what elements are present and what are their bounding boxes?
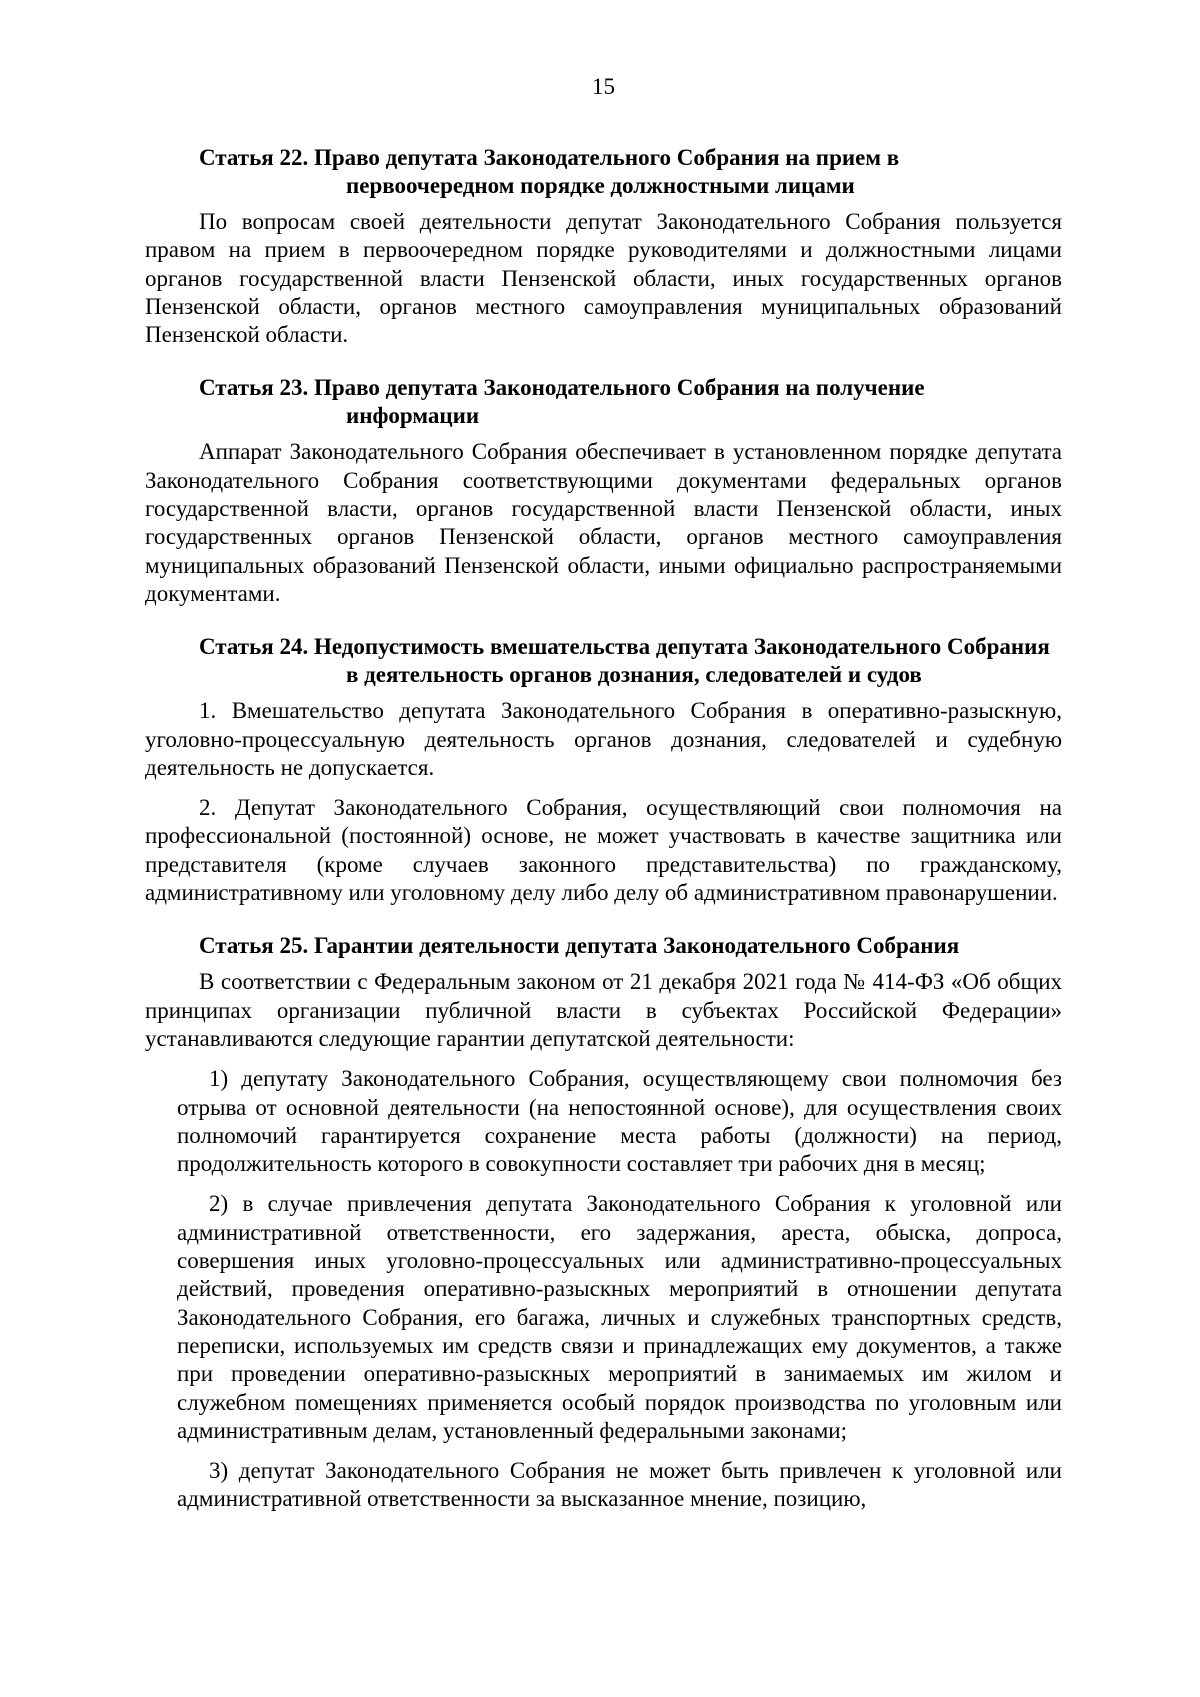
article-heading: Статья 23. Право депутата Законодательного Собрания на получение информации [199,375,925,429]
list-item: 1) депутату Законодательного Собрания, осуществляющему свои полномочия без отрыва от основной деятельности (на непостоянной основе), для осуществления своих полномочий гарантируется сохранение места работы (должности) на период, продолжительность которого в совокупности составляет три рабочих дня в месяц; [177,1066,1062,1177]
article-paragraph: Аппарат Законодательного Собрания обеспечивает в установленном порядке депутата Законодательного Собрания соответствующими документами федеральных органов государственной власти, органов государственной власти Пензенской области, иных государственных органов Пензенской области, органов местного самоуправления муниципальных образований Пензенской области, иными официально распространяемыми документами. [145,439,1062,606]
article-22 [145,144,1062,349]
article-heading: Статья 24. Недопустимость вмешательства депутата Законодательного Собрания в деятельность органов дознания, следователей и судов [199,634,1050,688]
list-item: 2) в случае привлечения депутата Законодательного Собрания к уголовной или административной ответственности, его задержания, ареста, обыска, допроса, совершения иных уголовно-процессуальных или административно-процессуальных действий, проведения оперативно-разыскных мероприятий в отношении депутата Законодательного Собрания, его багажа, личных и служебных транспортных средств, переписки, используемых им средств связи и принадлежащих ему документов, а также при проведении оперативно-разыскных мероприятий в занимаемых им жилом и служебном помещениях применяется особый порядок производства по уголовным или административным делам, установленный федеральными законами; [177,1191,1062,1443]
article-paragraph: 1. Вмешательство депутата Законодательного Собрания в оперативно-разыскную, уголовно-процессуальную деятельность органов дознания, следователей и судебную деятельность не допускается. [145,698,1062,780]
page-number: 15 [592,74,615,99]
list-item: 3) депутат Законодательного Собрания не может быть привлечен к уголовной или административной ответственности за высказанное мнение, позицию, [177,1458,1062,1512]
article-paragraph: 2. Депутат Законодательного Собрания, осуществляющий свои полномочия на профессиональной (постоянной) основе, не может участвовать в качестве защитника или представителя (кроме случаев законного представительства) по гражданскому, административному или уголовному делу либо делу об административном правонарушении. [145,795,1062,906]
article-24 [145,633,1062,907]
article-25 [145,932,1062,1513]
article-paragraph: В соответствии с Федеральным законом от 21 декабря 2021 года № 414-ФЗ «Об общих принципах организации публичной власти в субъектах Российской Федерации» устанавливаются следующие гарантии депутатской деятельности: [145,969,1062,1051]
article-heading: Статья 25. Гарантии деятельности депутата Законодательного Собрания [199,933,960,959]
article-heading: Статья 22. Право депутата Законодательного Собрания на прием в первоочередном порядке должностными лицами [199,145,900,198]
article-23 [145,374,1062,608]
article-paragraph: По вопросам своей деятельности депутат Законодательного Собрания пользуется правом на прием в первоочередном порядке руководителями и должностными лицами органов государственной власти Пензенской области, иных государственных органов Пензенской области, органов местного самоуправления муниципальных образований Пензенской области. [145,209,1062,348]
